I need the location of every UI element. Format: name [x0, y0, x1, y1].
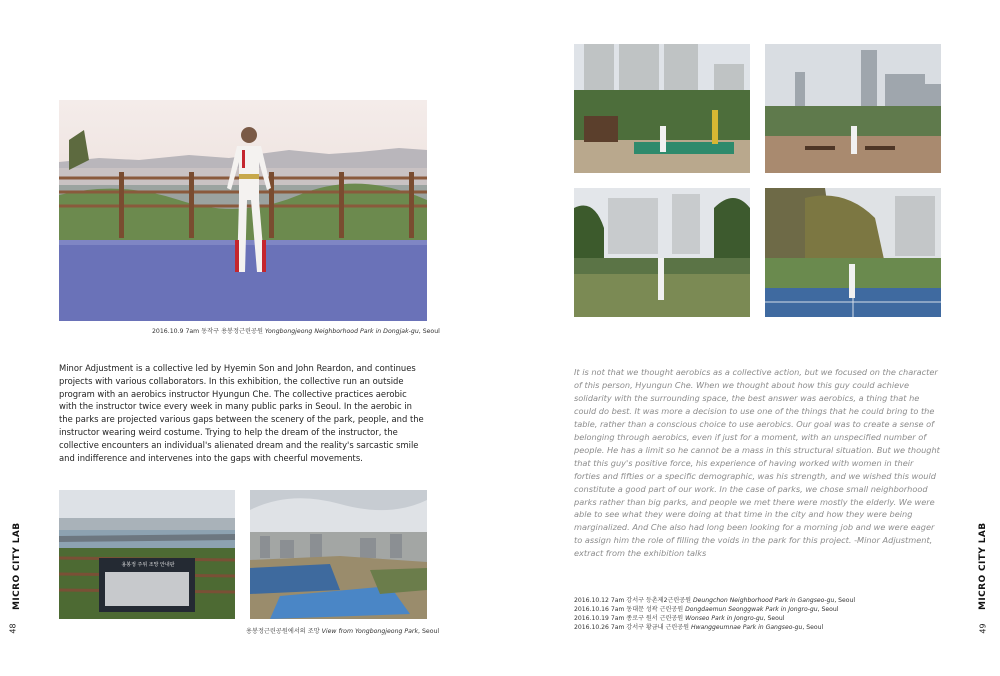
date-caption-line: [574, 606, 855, 615]
date-caption-park: Deungchon Neighborhood Park in Gangseo-gu: [692, 597, 835, 604]
main-caption-italic: Yongbongjeong Neighborhood Park in Dongjak-gu: [264, 328, 419, 335]
page-number-right: 49: [978, 623, 988, 634]
date-caption-prefix: 2016.10.26 7am 강서구 황금내 근린공원: [574, 623, 690, 631]
date-caption-line: [574, 615, 855, 624]
date-caption-park: Wonseo Park in Jongro-gu: [685, 614, 764, 622]
date-caption-park: Hwanggeumnae Park in Gangseo-gu: [691, 623, 803, 631]
main-caption-prefix: 2016.10.9 7am 동작구 용봉정근린공원: [152, 328, 263, 335]
page-number-left: 48: [8, 623, 18, 634]
intro-paragraph: Minor Adjustment is a collective led by Hyemin Son and John Reardon, and continues projects with various collaborators. In this exhibition, the collective run an outside program with an aerobics instructor Hyungun Che. The collective practices aerobic with the instructor twice every week in many public parks in Seoul. In the aerobic in the parks are projected various gaps between the scenery of the park, people, and the instructor wearing weird costume. Trying to help the dream of the instructor, the collective encounters an individual's alienated dream and the reality's sarcastic smile and indifference and intervenes into the gaps with cheerful movements.: [59, 363, 424, 463]
date-caption-prefix: 2016.10.16 7am 동대문 성곽 근린공원: [574, 605, 684, 613]
date-caption-city: , Seoul: [802, 623, 824, 631]
date-caption-line: [574, 597, 855, 606]
bottom-caption-italic: View from Yongbongjeong Park: [321, 628, 419, 635]
running-title-right: MICRO CITY LAB: [978, 522, 988, 610]
date-caption-city: , Seoul: [763, 614, 785, 622]
date-caption-prefix: 2016.10.19 7am 종로구 원서 근린공원: [574, 614, 684, 622]
running-title-left: MICRO CITY LAB: [12, 522, 22, 610]
photo-river-view-sign: [59, 490, 235, 619]
bottom-photo-caption: [246, 626, 439, 635]
photo-dongdaemun-park: [765, 44, 941, 173]
photo-hwanggeumnae-park: [765, 188, 941, 317]
photo-construction-tarps: [250, 490, 427, 619]
date-captions: [574, 597, 855, 633]
date-caption-prefix: 2016.10.12 7am 강서구 등촌제2근린공원: [574, 597, 691, 604]
sign-text: 용봉정 주위 조망 안내판: [121, 562, 175, 568]
photo-wonseo-park: [574, 188, 750, 317]
bottom-caption-suffix: , Seoul: [418, 628, 440, 635]
bottom-caption-prefix: 용봉정근린공원에서의 조망: [246, 628, 320, 635]
main-photo-instructor-on-deck: [59, 100, 427, 321]
date-caption-line: [574, 624, 855, 633]
date-caption-city: , Seoul: [817, 605, 839, 613]
main-photo-caption: [152, 326, 440, 335]
date-caption-park: Dongdaemun Seonggwak Park in Jongro-gu: [685, 605, 818, 613]
main-caption-suffix: , Seoul: [418, 328, 440, 335]
artist-quote: It is not that we thought aerobics as a collective action, but we focused on the character of this person, Hyungun Che. When we thought about how this guy could achieve solidarity with the surrounding space, the best answer was aerobics, a thing that he could do best. It was more a decision to use one of the things that he could bring to the table, rather than a conscious choice to use aerobics. Our goal was to create a sense of belonging through aerobics, even if just for a moment, with an unspecified number of people. He has a limit so he cannot be a mass in this structural situation. But we thought that this guy's positive force, his experience of having worked with women in their forties and fifties or a specific demographic, was his strength, and we wished this would constitute a good part of our work. In the case of parks, we chose small neighborhood parks rather than big parks, and people we met there were mostly the elderly. We were able to see what they were doing at that time in the city and how they were being marginalized. And Che also had long been looking for a morning job and we were eager to assign him the role of filling the voids in the park for this project. -Minor Adjustment, extract from the exhibition talks: [574, 367, 940, 559]
photo-deungchon-park: [574, 44, 750, 173]
date-caption-city: , Seoul: [834, 597, 856, 604]
